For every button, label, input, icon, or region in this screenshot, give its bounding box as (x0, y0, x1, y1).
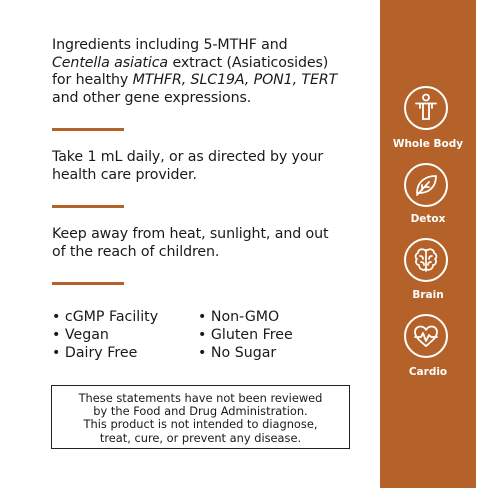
divider (52, 128, 124, 131)
disclaimer-line: This product is not intended to diagnose, (83, 417, 318, 432)
badge-label: Detox (410, 213, 446, 225)
heart-pulse-icon (404, 314, 448, 358)
feature-item: • No Sugar (198, 344, 344, 362)
storage-text (52, 226, 372, 261)
storage-line-1: Keep away from heat, sunlight, and out (52, 226, 329, 242)
feature-item: • Gluten Free (198, 326, 344, 344)
disclaimer-line: treat, cure, or prevent any disease. (99, 430, 302, 445)
for-healthy-text: for healthy (52, 72, 133, 88)
dosage-text (52, 149, 372, 184)
storage-line-2: of the reach of children. (52, 243, 220, 260)
dosage-line-1: Take 1 mL daily, or as directed by your (52, 149, 324, 165)
feature-list (52, 308, 352, 362)
disclaimer-line: These statements have not been reviewed (78, 391, 323, 405)
fda-disclaimer-box (51, 385, 350, 449)
feature-item: • Dairy Free (52, 344, 198, 362)
ingredients-line-2 (52, 55, 372, 73)
divider (52, 282, 124, 285)
leaf-icon (404, 163, 448, 207)
divider (52, 205, 124, 208)
body-icon (404, 86, 448, 130)
gene-names: MTHFR, SLC19A, PON1, TERT (132, 72, 338, 88)
feature-item: • Non-GMO (198, 308, 344, 326)
badge-label: Whole Body (392, 138, 464, 150)
brain-icon (404, 238, 448, 282)
feature-item: • Vegan (52, 326, 198, 344)
badge-label: Brain (412, 289, 444, 301)
ingredients-line-1: Ingredients including 5-MTHF and (52, 37, 288, 53)
feature-item: • cGMP Facility (52, 308, 198, 326)
ingredients-line-4: and other gene expressions. (52, 89, 252, 106)
extract-text: extract (Asiaticosides) (168, 54, 329, 71)
badge-label: Cardio (408, 366, 448, 378)
dosage-line-2: health care provider. (52, 166, 197, 183)
ingredients-line-3 (52, 72, 372, 90)
ingredients-text (52, 37, 372, 107)
centella-name: Centella asiatica (52, 54, 169, 71)
benefits-sidebar (380, 0, 476, 488)
disclaimer-line: by the Food and Drug Administration. (93, 404, 308, 419)
